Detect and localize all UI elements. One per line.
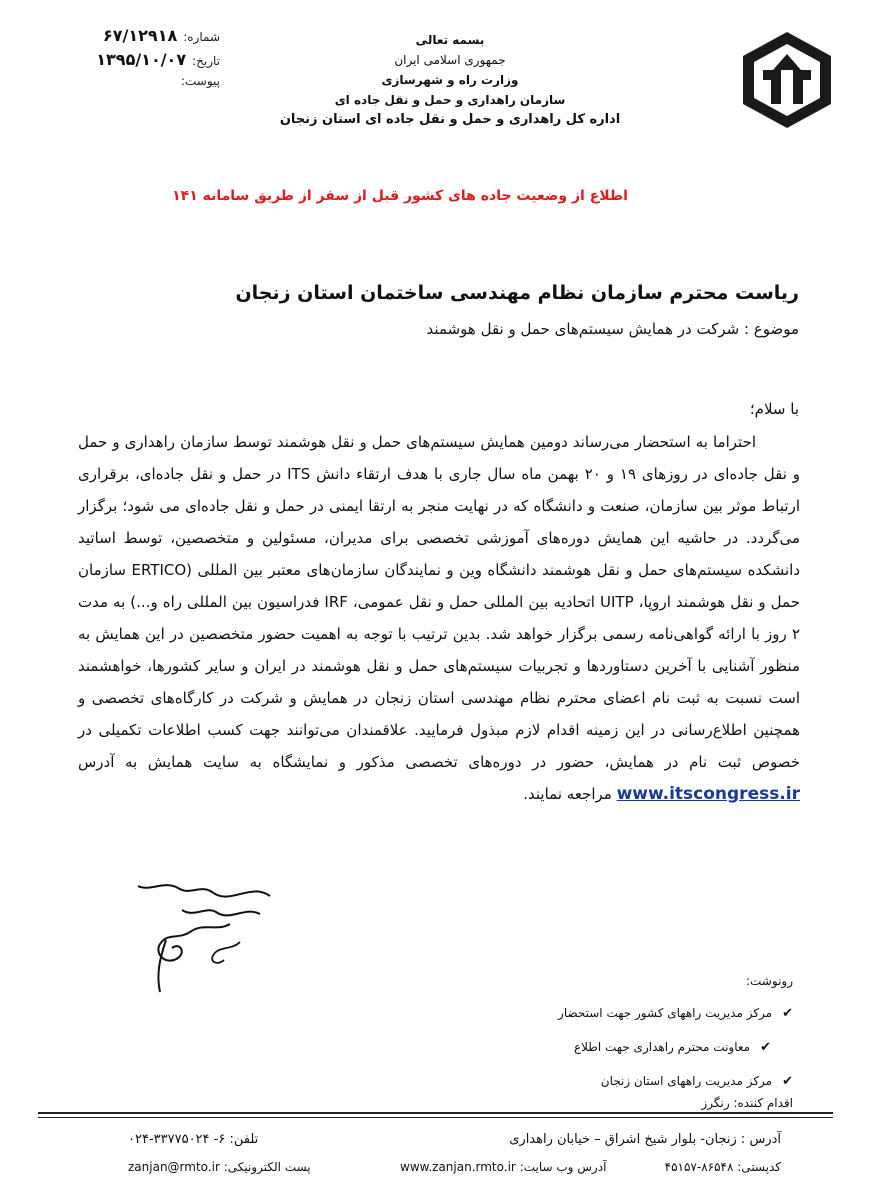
- organization-logo-icon: [741, 30, 833, 130]
- organization-header: [250, 30, 650, 130]
- letter-closing: مراجعه نمایند.: [523, 785, 612, 803]
- letter-body-text: احتراما به استحضار می‌رساند دومین همایش سیستم‌های حمل و نقل هوشمند توسط سازمان راهداری و حمل و نقل جاده‌ای در روزهای ۱۹ و ۲۰ بهمن ماه سال جاری با هدف ارتقاء دانش ITS در حمل و نقل جاده‌ای، برقراری ارتباط موثر بین سازمان، صنعت و دانشگاه که در نهایت منجر به ارتقا ایمنی در حمل و نقل جاده‌ای می شود؛ برگزار می‌گردد. در حاشیه این همایش دوره‌های آموزشی تخصصی برای مدیران، مسئولین و متخصصین، توسط اساتید دانشکده سیستم‌های حمل و نقل هوشمند دانشگاه وین و نمایندگان سازمان‌های معتبر بین المللی (ERTICO سازمان حمل و نقل هوشمند اروپا، UITP اتحادیه بین المللی حمل و نقل عمومی، IRF فدراسیون بین المللی راه و...) به مدت ۲ روز با ارائه گواهی‌نامه رسمی برگزار خواهد شد. بدین ترتیب با توجه به اهمیت حضور متخصصین در این همایش به منظور آشنایی با آخرین دستاوردها و تجربیات سیستم‌های حمل و نقل هوشمند در ایران و سایر کشورها، خواهشمند است نسبت به ثبت نام اعضای محترم نظام مهندسی استان زنجان در همایش و شرکت در کارگاه‌های تخصصی و همچنین اطلاع‌رسانی در این زمینه اقدام لازم مبذول فرمایید. علاقمندان می‌توانند جهت کسب اطلاعات تکمیلی در خصوص ثبت نام در همایش، حضور در دوره‌های تخصصی مذکور و نمایشگاه به سایت همایش به آدرس: [78, 433, 801, 771]
- letter-date-label: تاریخ:: [192, 54, 220, 68]
- letter-number-value: ۶۷/۱۲۹۱۸: [103, 26, 178, 45]
- letter-doer: اقدام کننده: رنگرز: [701, 1096, 793, 1110]
- letter-number-row: [60, 26, 220, 50]
- org-line-office: اداره کل راهداری و حمل و نقل جاده ای استان زنجان: [279, 112, 621, 127]
- cc-item: [413, 996, 793, 1030]
- footer-email-link[interactable]: zanjan@rmto.ir: [128, 1160, 220, 1174]
- footer-phone: تلفن: ۶- ۳۳۷۷۵۰۲۴-۰۲۴: [128, 1132, 259, 1147]
- org-line-basmala: بسمه تعالی: [415, 33, 485, 47]
- handwritten-signature: [120, 862, 290, 1002]
- org-line-ministry: وزارت راه و شهرسازی: [381, 73, 519, 87]
- letter-number-label: شماره:: [183, 30, 220, 44]
- footer-postal-code: کدپستی: ۸۶۵۴۸-۴۵۱۵۷: [664, 1160, 781, 1174]
- letter-meta: [60, 26, 220, 98]
- footer-email: [128, 1160, 311, 1174]
- footer-divider-thin: [38, 1117, 833, 1118]
- cc-title: رونوشت:: [745, 974, 793, 988]
- letter-greeting: با سلام؛: [749, 400, 799, 418]
- letter-date-row: [60, 50, 220, 74]
- org-line-organization: سازمان راهداری و حمل و نقل جاده ای: [334, 93, 566, 107]
- road-status-notice: اطلاع از وضعیت جاده های کشور قبل از سفر از طریق سامانه ۱۴۱: [172, 188, 628, 204]
- congress-website-link[interactable]: www.itscongress.ir: [616, 784, 800, 804]
- check-arrow-icon: ✔: [760, 1039, 771, 1055]
- cc-list: [413, 974, 793, 1098]
- cc-item-label: مرکز مدیریت راههای استان زنجان: [600, 1074, 773, 1088]
- check-arrow-icon: ✔: [782, 1005, 793, 1021]
- cc-item: [413, 1030, 771, 1064]
- cc-item-label: معاونت محترم راهداری جهت اطلاع: [573, 1040, 751, 1054]
- letter-attachment-row: [60, 74, 220, 98]
- footer-website: [400, 1160, 606, 1174]
- cc-item-label: مرکز مدیریت راههای کشور جهت استحضار: [558, 1006, 773, 1020]
- footer-divider: [38, 1112, 833, 1114]
- letter-date-value: ۱۳۹۵/۱۰/۰۷: [96, 50, 187, 69]
- letter-body: [78, 426, 800, 810]
- cc-item: [413, 1064, 793, 1098]
- footer-website-link[interactable]: www.zanjan.rmto.ir: [400, 1160, 516, 1174]
- check-arrow-icon: ✔: [782, 1073, 793, 1089]
- org-line-republic: جمهوری اسلامی ایران: [394, 53, 506, 67]
- letter-recipient: ریاست محترم سازمان نظام مهندسی ساختمان استان زنجان: [235, 282, 799, 304]
- letter-attachment-label: پیوست:: [180, 74, 220, 88]
- letter-subject: موضوع : شرکت در همایش سیستم‌های حمل و نقل هوشمند: [426, 320, 799, 338]
- footer-email-label: پست الکترونیکی:: [223, 1160, 311, 1174]
- footer-website-label: آدرس وب سایت:: [519, 1160, 607, 1174]
- footer-address: آدرس : زنجان- بلوار شیخ اشراق – خیابان راهداری: [509, 1132, 781, 1147]
